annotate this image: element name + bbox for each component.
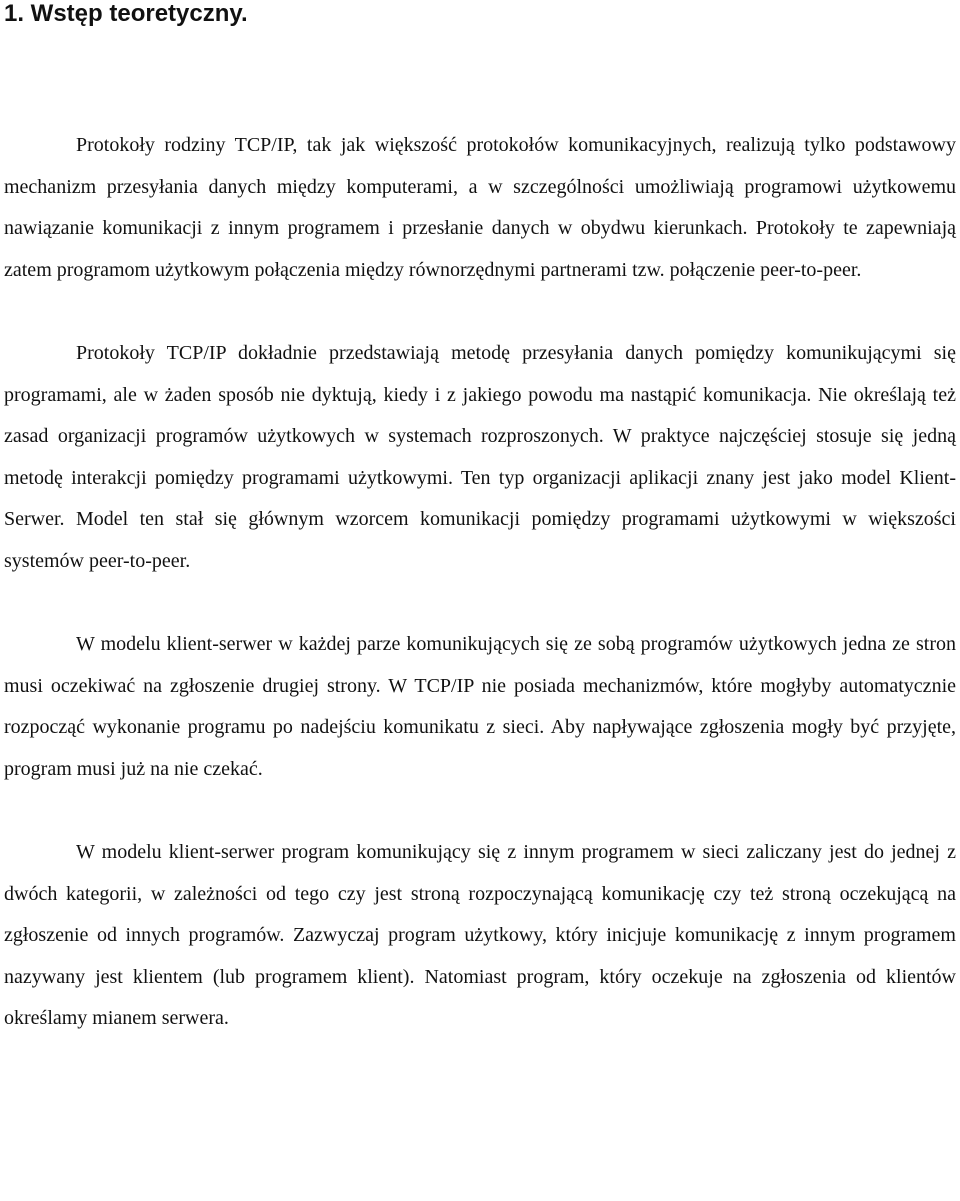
paragraph-1: Protokoły rodziny TCP/IP, tak jak większość protokołów komunikacyjnych, realizują tylko podstawowy mechanizm przesyłania danych między komputerami, a w szczególności umożliwiają programowi użytkowemu nawiązanie komunikacji z innym programem i przesłanie danych w obydwu kierunkach. Protokoły te zapewniają zatem programom użytkowym połączenia między równorzędnymi partnerami tzw. połączenie peer-to-peer. — [4, 134, 956, 281]
paragraph-2: Protokoły TCP/IP dokładnie przedstawiają metodę przesyłania danych pomiędzy komunikującymi się programami, ale w żaden sposób nie dyktują, kiedy i z jakiego powodu ma nastąpić komunikacja. Nie określają też zasad organizacji programów użytkowych w systemach rozproszonych. W praktyce najczęściej stosuje się jedną metodę interakcji pomiędzy programami użytkowymi. Ten typ organizacji aplikacji znany jest jako model Klient-Serwer. Model ten stał się głównym wzorcem komunikacji pomiędzy programami użytkowymi w większości systemów peer-to-peer. — [4, 342, 956, 572]
paragraph-4: W modelu klient-serwer program komunikujący się z innym programem w sieci zaliczany jest do jednej z dwóch kategorii, w zależności od tego czy jest stroną rozpoczynającą komunikację czy też stroną oczekującą na zgłoszenie od innych programów. Zazwyczaj program użytkowy, który inicjuje komunikację z innym programem nazywany jest klientem (lub programem klient). Natomiast program, który oczekuje na zgłoszenia od klientów określamy mianem serwera. — [4, 841, 956, 1029]
section-heading: 1. Wstęp teoretyczny. — [4, 0, 248, 27]
paragraph-3: W modelu klient-serwer w każdej parze komunikujących się ze sobą programów użytkowych jedna ze stron musi oczekiwać na zgłoszenie drugiej strony. W TCP/IP nie posiada mechanizmów, które mogłyby automatycznie rozpocząć wykonanie programu po nadejściu komunikatu z sieci. Aby napływające zgłoszenia mogły być przyjęte, program musi już na nie czekać. — [4, 633, 956, 780]
